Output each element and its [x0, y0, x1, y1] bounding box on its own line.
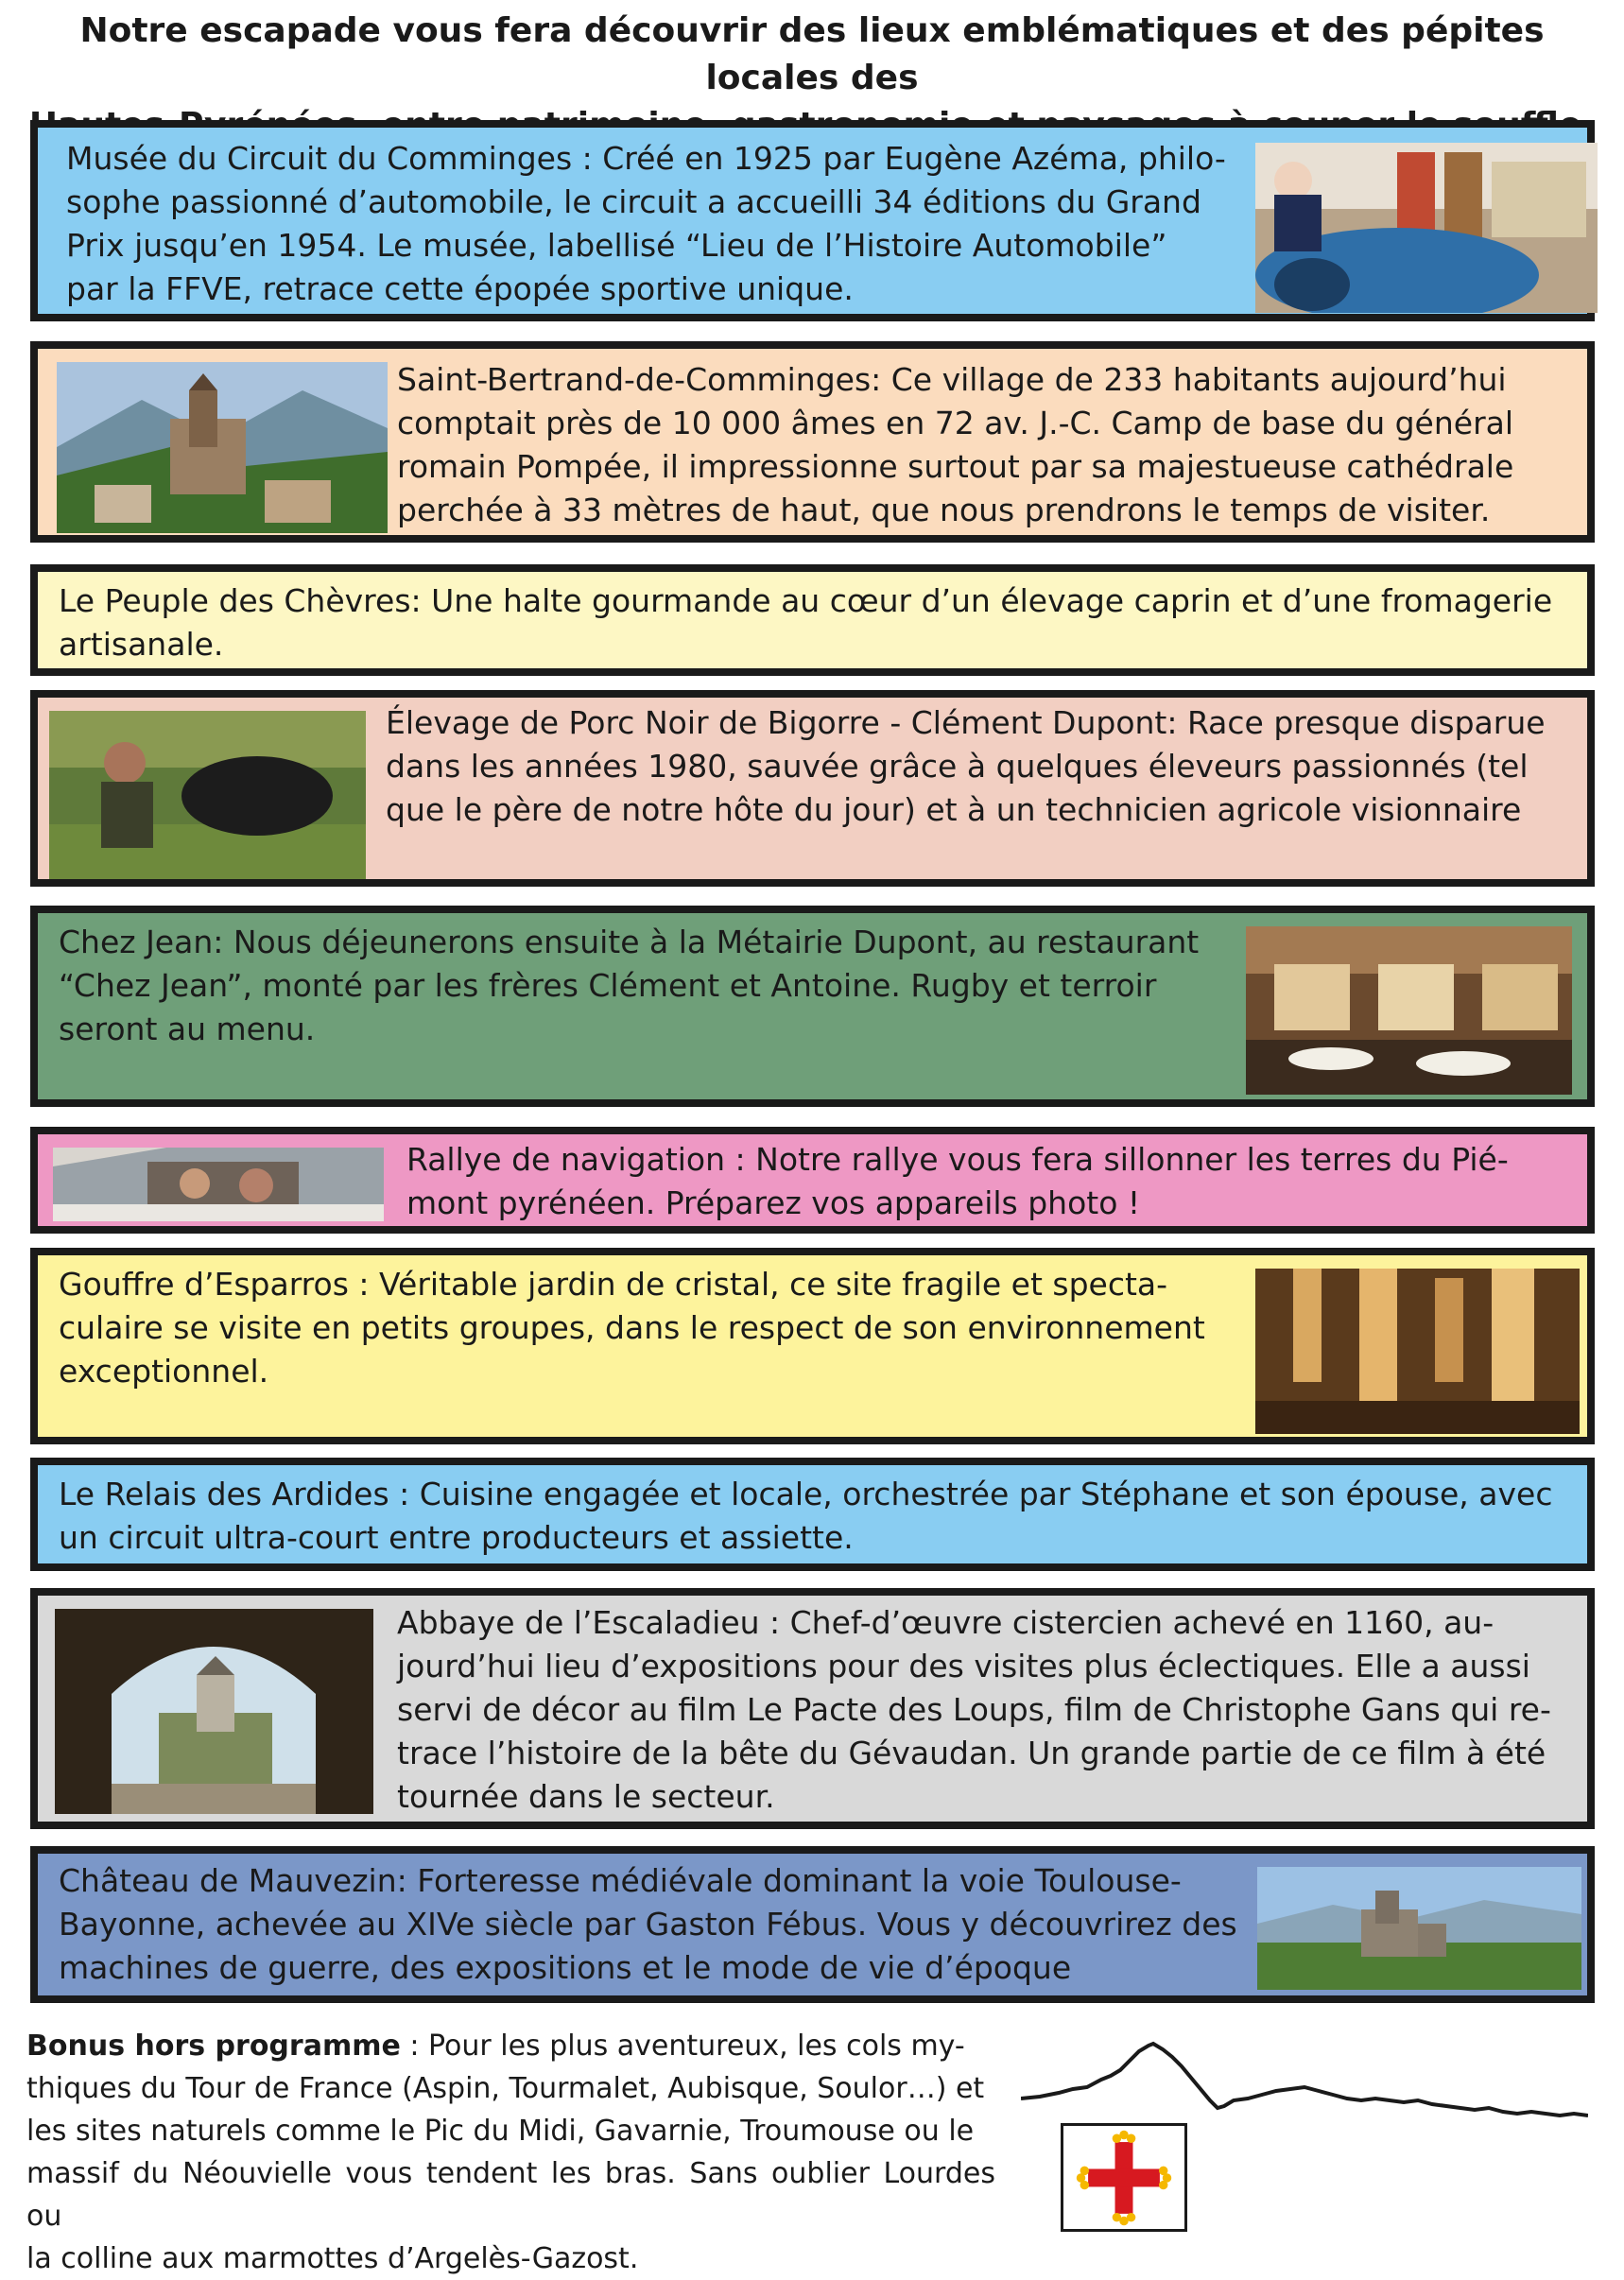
- section-line: “Chez Jean”, monté par les frères Clément et Antoine. Rugby et terroir: [59, 967, 1157, 1004]
- section-line: Bayonne, achevée au XIVe siècle par Gaston Fébus. Vous y découvrirez des: [59, 1906, 1237, 1943]
- section-rallye: [30, 1127, 1595, 1234]
- bonus-line-3: les sites naturels comme le Pic du Midi, Gavarnie, Troumouse ou le: [26, 2115, 975, 2148]
- section-line: culaire se visite en petits groupes, dans le respect de son environnement: [59, 1309, 1205, 1346]
- bonus-line-5: la colline aux marmottes d’Argelès-Gazost.: [26, 2242, 639, 2275]
- section-line: Le Relais des Ardides : Cuisine engagée et locale, orchestrée par Stéphane et son épouse, avec: [59, 1476, 1553, 1512]
- section-line: Rallye de navigation : Notre rallye vous fera sillonner les terres du Pié-: [406, 1141, 1509, 1178]
- section-line: Prix jusqu’en 1954. Le musée, labellisé “Lieu de l’Histoire Automobile”: [66, 227, 1167, 264]
- hilltop-cathedral-village-photo: [57, 362, 388, 533]
- section-line: mont pyrénéen. Préparez vos appareils photo !: [406, 1184, 1141, 1221]
- bonus-line-1: : Pour les plus aventureux, les cols my-: [400, 2030, 965, 2063]
- section-line: un circuit ultra-court entre producteurs et assiette.: [59, 1519, 854, 1556]
- section-line: par la FFVE, retrace cette épopée sportive unique.: [66, 270, 854, 307]
- vintage-race-car-museum-photo: [1255, 143, 1598, 313]
- intro-line-1: Notre escapade vous fera découvrir des lieux emblématiques et des pépites locales des: [79, 11, 1545, 97]
- section-porc-noir: [30, 690, 1595, 887]
- people-in-car-photo: [53, 1148, 384, 1221]
- section-line: exceptionnel.: [59, 1353, 269, 1390]
- bonus-line-4: massif du Néouvielle vous tendent les bras. Sans oublier Lourdes ou: [26, 2157, 995, 2233]
- section-line: Gouffre d’Esparros : Véritable jardin de cristal, ce site fragile et specta-: [59, 1266, 1168, 1303]
- occitan-cross-icon: [1061, 2123, 1187, 2232]
- section-line: comptait près de 10 000 âmes en 72 av. J.-C. Camp de base du général: [397, 405, 1514, 441]
- section-peuple-chevres: [30, 564, 1595, 676]
- section-abbaye-escaladieu: [30, 1588, 1595, 1829]
- section-line: Chez Jean: Nous déjeunerons ensuite à la Métairie Dupont, au restaurant: [59, 924, 1200, 960]
- bonus-paragraph: [26, 2025, 995, 2280]
- section-line: Saint-Bertrand-de-Comminges: Ce village de 233 habitants aujourd’hui: [397, 361, 1507, 398]
- section-line: seront au menu.: [59, 1010, 316, 1047]
- section-line: que le père de notre hôte du jour) et à un technicien agricole visionnaire: [386, 791, 1522, 828]
- section-line: machines de guerre, des expositions et le mode de vie d’époque: [59, 1949, 1072, 1986]
- section-line: Château de Mauvezin: Forteresse médiévale dominant la voie Toulouse-: [59, 1862, 1182, 1899]
- section-line: jourd’hui lieu d’expositions pour des visites plus éclectiques. Elle a aussi: [397, 1648, 1530, 1684]
- section-relais-ardides: [30, 1458, 1595, 1571]
- section-chateau-mauvezin: [30, 1846, 1595, 2003]
- section-line: perchée à 33 mètres de haut, que nous prendrons le temps de visiter.: [397, 492, 1491, 528]
- section-line: romain Pompée, il impressionne surtout par sa majestueuse cathédrale: [397, 448, 1514, 485]
- section-line: Abbaye de l’Escaladieu : Chef-d’œuvre cistercien achevé en 1160, au-: [397, 1604, 1494, 1641]
- farmer-with-black-pig-photo: [49, 711, 366, 879]
- restaurant-dining-room-photo: [1246, 926, 1572, 1095]
- section-gouffre-esparros: [30, 1248, 1595, 1444]
- section-musee-circuit: [30, 120, 1595, 321]
- section-line: artisanale.: [59, 626, 224, 663]
- section-line: Le Peuple des Chèvres: Une halte gourmande au cœur d’un élevage caprin et d’une fromagerie: [59, 582, 1553, 619]
- section-line: tournée dans le secteur.: [397, 1778, 775, 1815]
- mountain-profile-line-icon: [1021, 2032, 1588, 2136]
- section-saint-bertrand: [30, 341, 1595, 543]
- section-line: Élevage de Porc Noir de Bigorre - Clément Dupont: Race presque disparue: [386, 704, 1546, 741]
- section-chez-jean: [30, 906, 1595, 1107]
- section-line: servi de décor au film Le Pacte des Loups, film de Christophe Gans qui re-: [397, 1691, 1551, 1728]
- medieval-castle-landscape-photo: [1257, 1867, 1581, 1990]
- section-line: Musée du Circuit du Comminges : Créé en 1925 par Eugène Azéma, philo-: [66, 140, 1226, 177]
- cave-crystal-formations-photo: [1255, 1269, 1580, 1434]
- bonus-line-2: thiques du Tour de France (Aspin, Tourmalet, Aubisque, Soulor…) et: [26, 2072, 985, 2105]
- abbey-through-archway-photo: [55, 1609, 373, 1814]
- section-line: dans les années 1980, sauvée grâce à quelques éleveurs passionnés (tel: [386, 748, 1529, 785]
- section-line: trace l’histoire de la bête du Gévaudan. Un grande partie de ce film à été: [397, 1735, 1546, 1771]
- section-line: sophe passionné d’automobile, le circuit a accueilli 34 éditions du Grand: [66, 183, 1201, 220]
- bonus-label: Bonus hors programme: [26, 2030, 401, 2063]
